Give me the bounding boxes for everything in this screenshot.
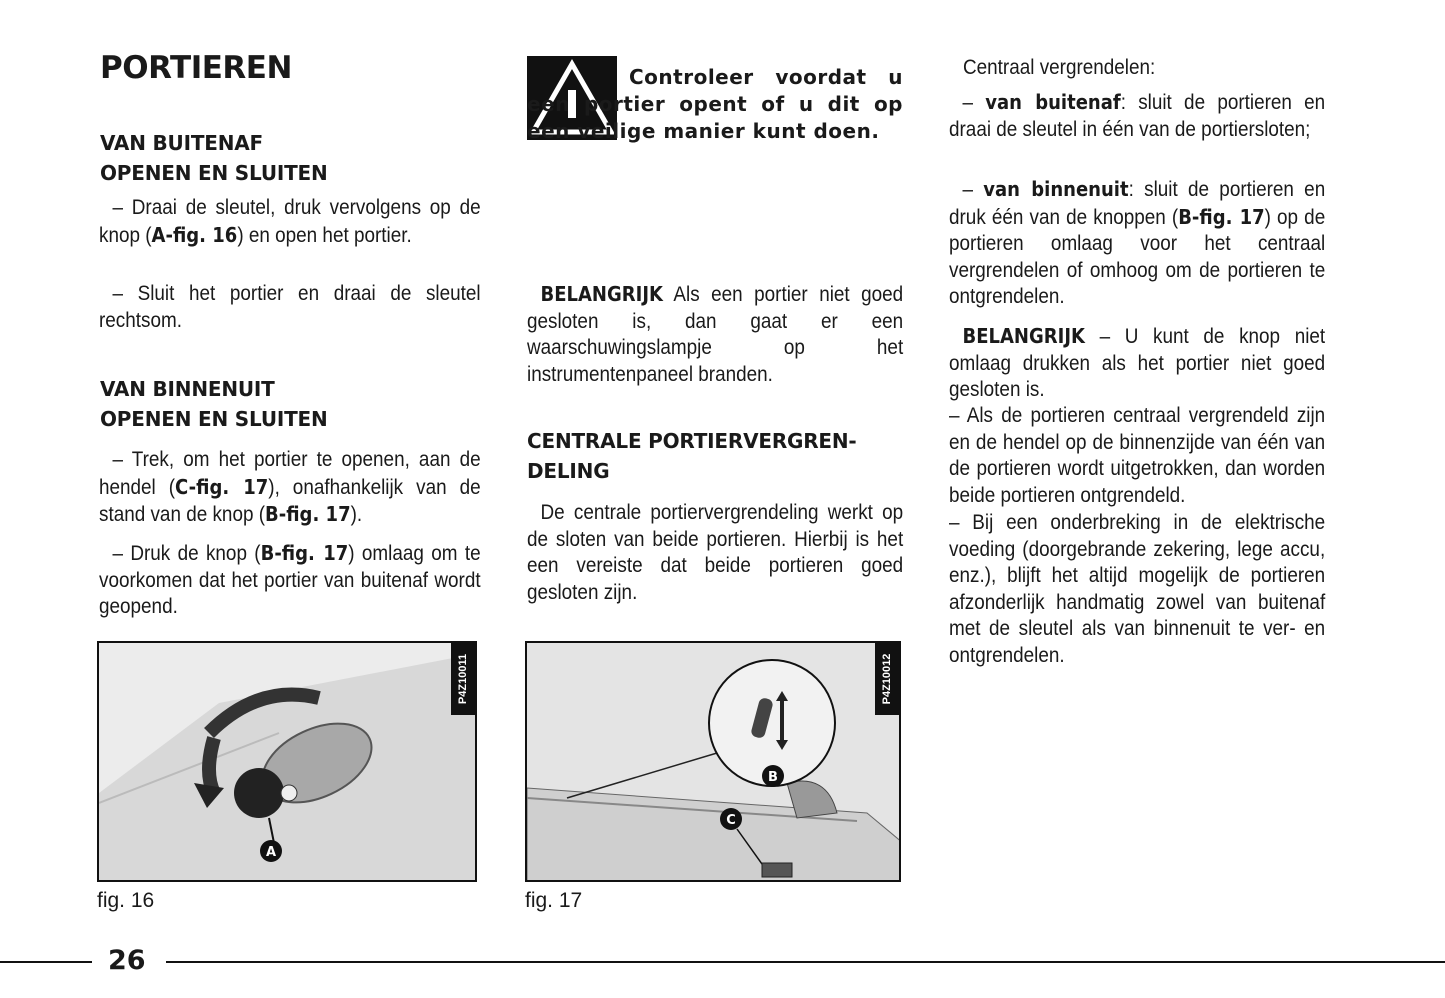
figure-caption: fig. 17 <box>525 889 583 912</box>
section-heading-central-locking <box>527 426 857 486</box>
paragraph: – van binnenuit: sluit de portieren en druk één van de knoppen (B-fig. 17) op de portieren omlaag voor het centraal vergrendelen of omhoog om de portieren te ontgrendelen. <box>949 177 1326 308</box>
figure-reference: B-fig. 17 <box>1178 204 1265 229</box>
paragraph: – Sluit het portier en draai de sleutel rechtsom. <box>99 282 481 332</box>
paragraph: – van buitenaf: sluit de portieren en draai de sleutel in één van de portiersloten; <box>949 90 1326 141</box>
figure-16-image <box>97 641 477 882</box>
callout-b-label: B <box>768 770 778 785</box>
door-key-illustration <box>99 643 477 882</box>
figure-reference: B-fig. 17 <box>265 502 351 526</box>
footer-rule-right <box>166 961 1445 963</box>
paragraph-important: BELANGRIJK – U kunt de knop niet omlaag drukken als het portier niet goed gesloten is. <box>949 324 1326 401</box>
heading-line: VAN BINNENUIT <box>100 377 275 401</box>
door-panel-illustration <box>527 643 901 882</box>
figure-caption: fig. 16 <box>97 889 155 912</box>
figure-code: P4Z10012 <box>875 643 899 715</box>
figure-17-image <box>525 641 901 882</box>
section-heading-inside <box>100 374 328 434</box>
paragraph: – Bij een onderbreking in de elektrische voeding (doorgebrande zekering, lege accu, enz.), blijft het altijd mogelijk de portieren afzonderlijk handmatig zowel van buitenaf met de sleutel als van binnenuit te ver- en ontgrendelen. <box>949 511 1326 667</box>
paragraph: De centrale portiervergrendeling werkt op de sloten van beide portieren. Hierbij is het een vereiste dat beide portieren goed gesloten zijn. <box>527 501 904 604</box>
paragraph: – Als de portieren centraal vergrendeld zijn en de hendel op de binnenzijde van één van de portieren wordt uitgetrokken, dan worden beide portieren ontgrendeld. <box>949 404 1326 507</box>
important-label: BELANGRIJK <box>540 282 663 306</box>
heading-line: VAN BUITENAF <box>100 131 264 155</box>
paragraph-important: BELANGRIJK Als een portier niet goed gesloten is, dan gaat er een waarschuwingslampje op het instrumentenpaneel branden. <box>527 282 904 386</box>
heading-line: CENTRALE PORTIERVERGREN- <box>527 429 857 453</box>
page-number: 26 <box>108 945 146 976</box>
paragraph-intro: Centraal vergrendelen: <box>963 56 1156 79</box>
heading-line: OPENEN EN SLUITEN <box>100 161 328 185</box>
figure-code: P4Z10011 <box>451 643 475 715</box>
footer-rule-left <box>0 961 92 963</box>
paragraph: – Trek, om het portier te openen, aan de hendel (C-fig. 17), onafhankelijk van de stand van de knop (B-fig. 17). <box>99 448 481 526</box>
page-title: PORTIEREN <box>100 50 292 86</box>
warning-text: Controleer voordat u een portier opent of u dit op een veilige manier kunt doen. <box>527 65 903 143</box>
heading-line: OPENEN EN SLUITEN <box>100 407 328 431</box>
figure-reference: C-fig. 17 <box>175 474 269 499</box>
figure-reference: B-fig. 17 <box>260 541 349 565</box>
paragraph: – Druk de knop (B-fig. 17) omlaag om te voorkomen dat het portier van buitenaf wordt geopend. <box>99 541 481 618</box>
important-label: BELANGRIJK <box>962 324 1085 348</box>
callout-a-label: A <box>265 845 277 860</box>
heading-line: DELING <box>527 459 610 483</box>
figure-reference: A-fig. 16 <box>151 222 238 247</box>
paragraph: – Draai de sleutel, druk vervolgens op de knop (A-fig. 16) en open het portier. <box>99 196 481 247</box>
section-heading-outside <box>100 128 328 188</box>
callout-c-label: C <box>726 813 736 828</box>
